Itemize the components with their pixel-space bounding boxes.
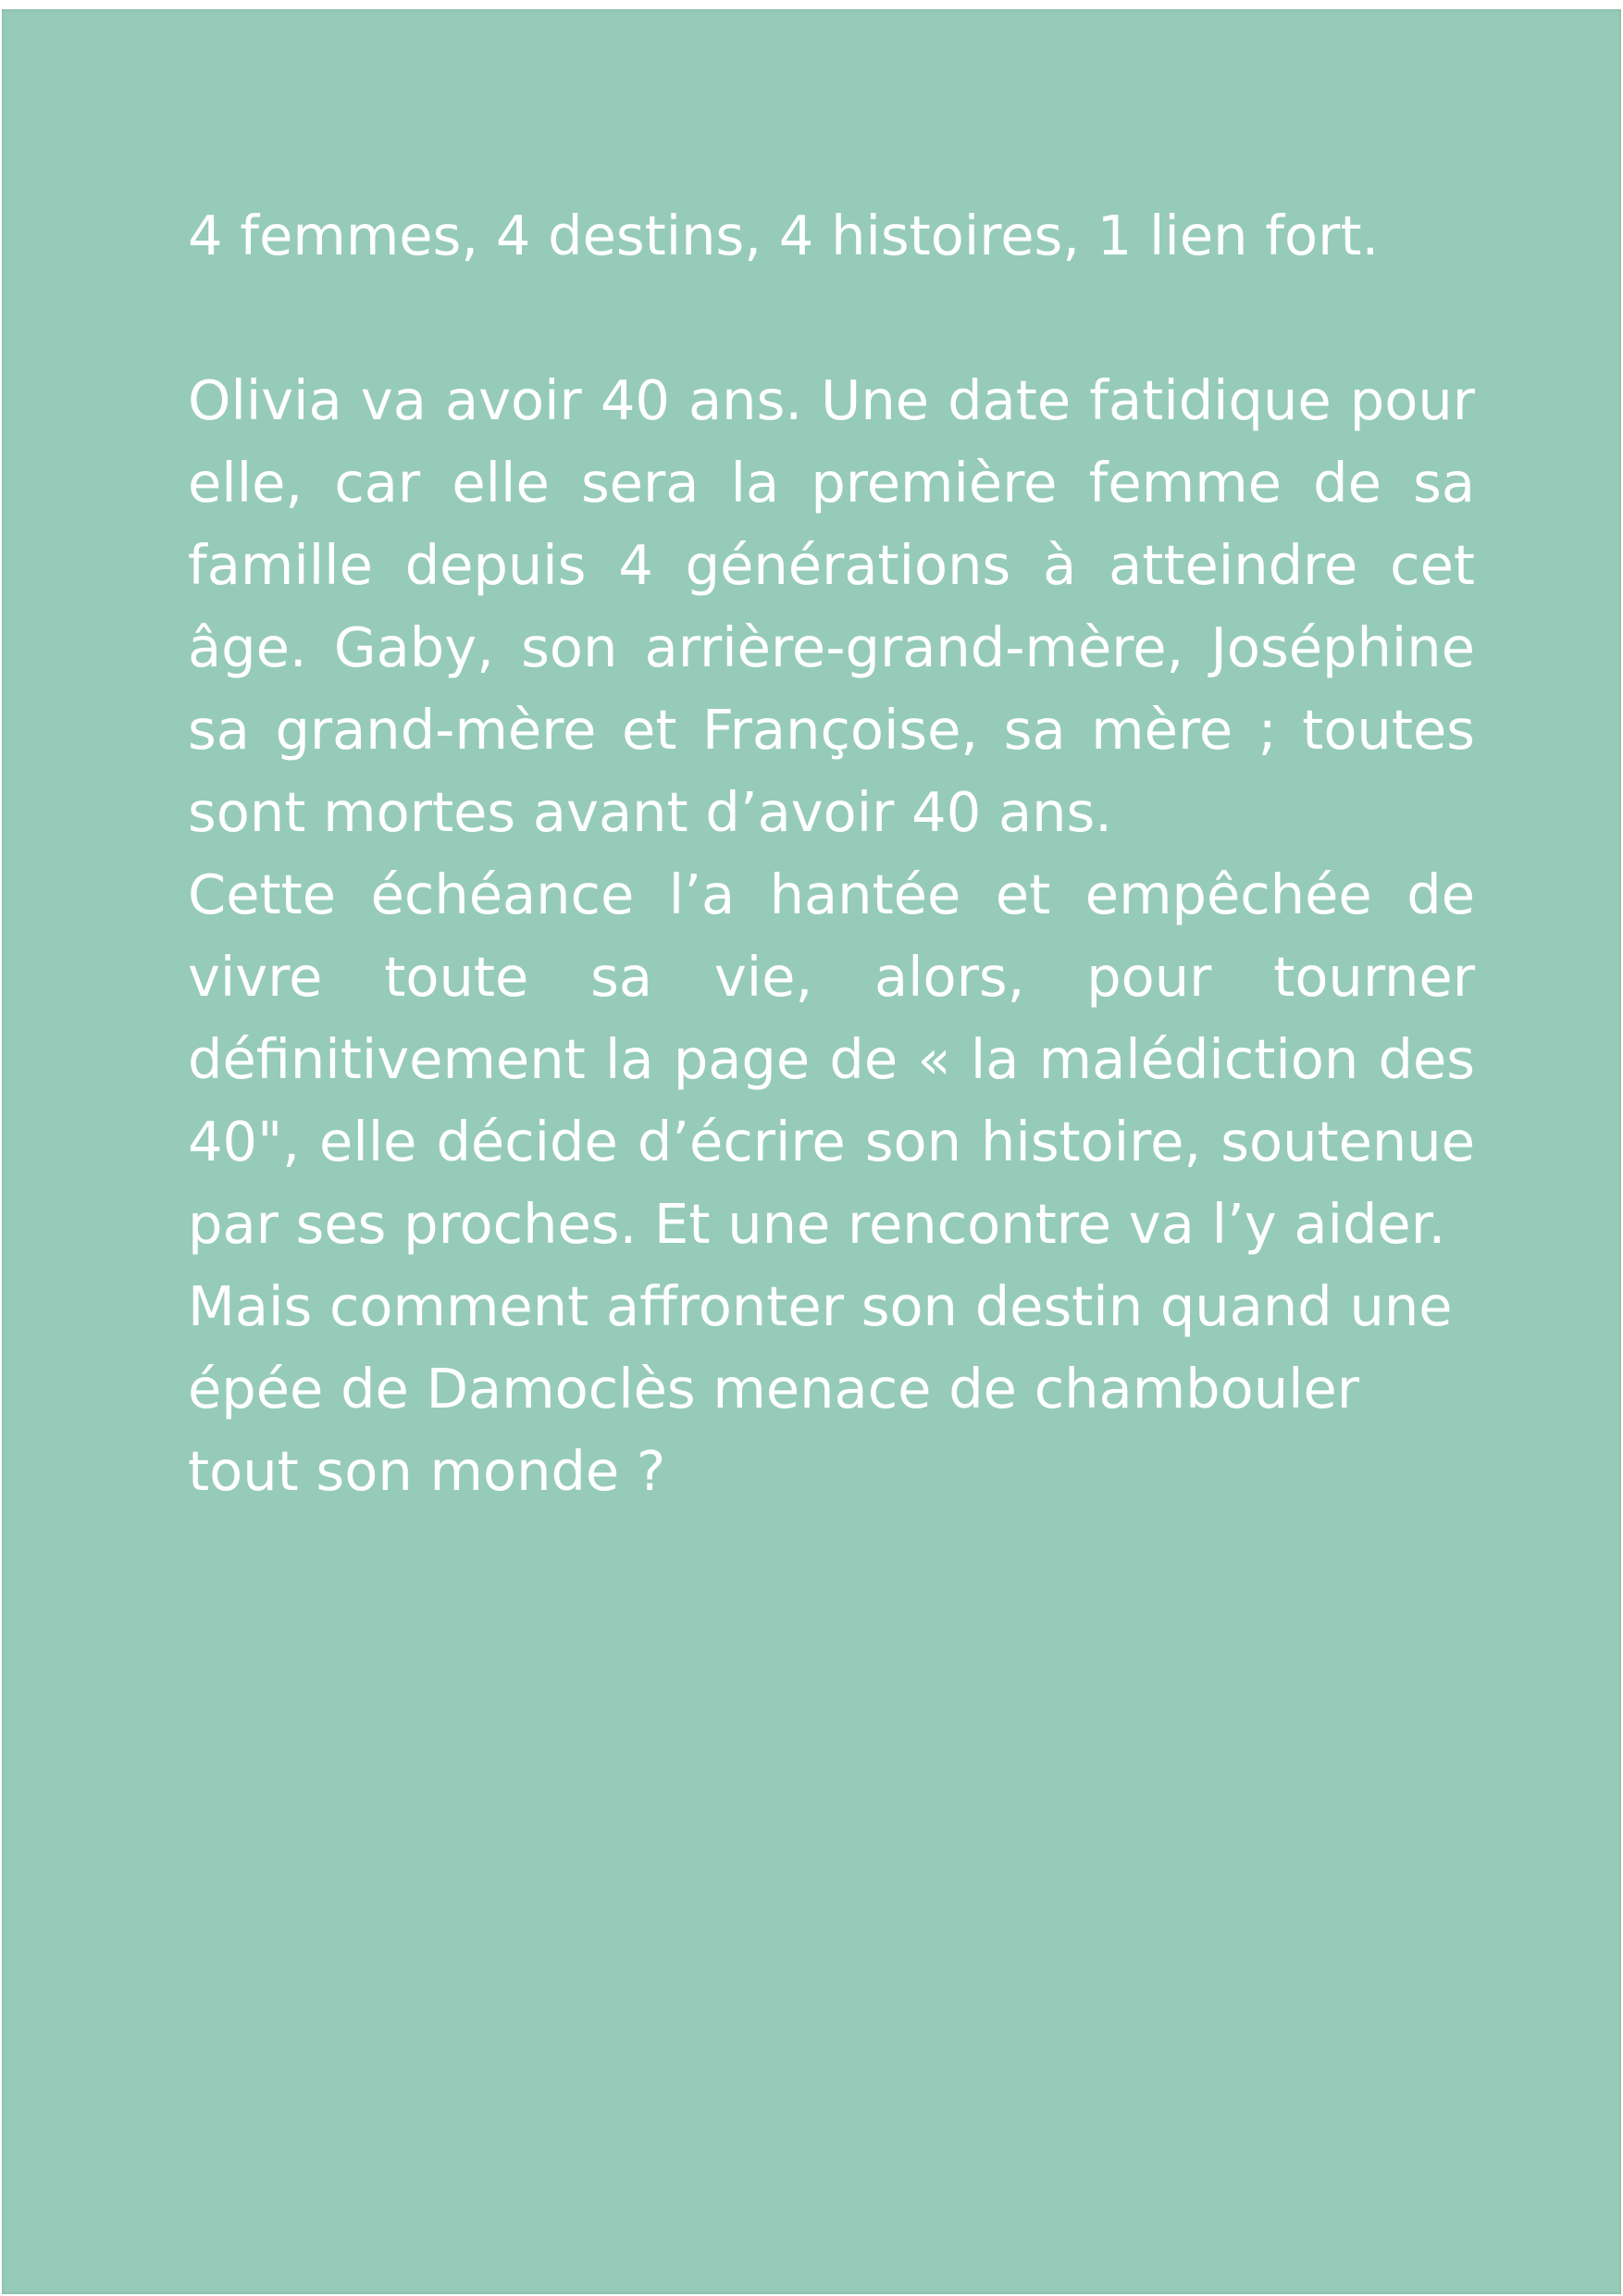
blurb-paragraph-2: Cette échéance l’a hantée et empêchée de vivre toute sa vie, alors, pour tourner définitivement la page de « la malédiction des 40", elle décide d’écrire son histoire, soutenue par ses proches. Et une rencontre va l’y aider. [188,863,1475,1256]
tagline: 4 femmes, 4 destins, 4 histoires, 1 lien fort. [188,204,1380,267]
back-cover-page [2,9,1621,2294]
blurb-paragraph-3: Mais comment affronter son destin quand une épée de Damoclès menace de chambouler tout son monde ? [188,1274,1453,1503]
blurb-text-block [188,194,1475,1512]
blurb-paragraph-1: Olivia va avoir 40 ans. Une date fatidique pour elle, car elle sera la première femme de sa famille depuis 4 générations à atteindre cet âge. Gaby, son arrière-grand-mère, Joséphine sa grand-mère et Françoise, sa mère ; toutes sont mortes avant d’avoir 40 ans. [188,368,1475,844]
